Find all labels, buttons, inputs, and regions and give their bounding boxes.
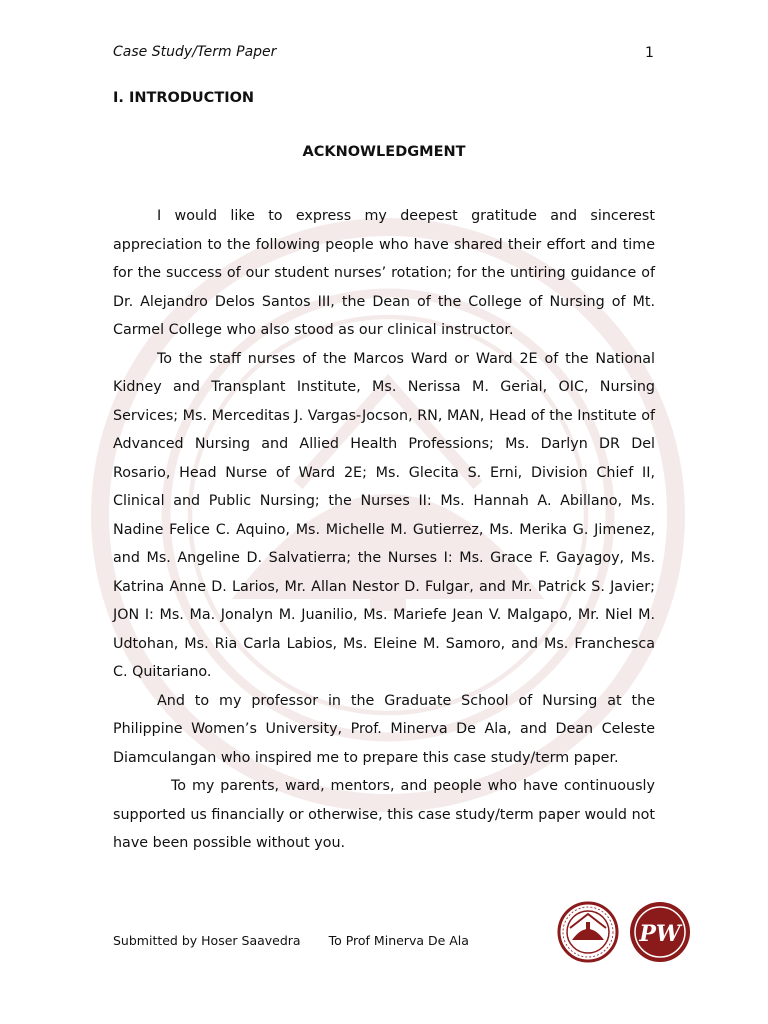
section-heading: I. INTRODUCTION [113, 90, 255, 106]
paragraph: To the staff nurses of the Marcos Ward or Ward 2E of the National Kidney and Transplant Institute, Ms. Nerissa M. Gerial, OIC, Nursing Services; Ms. Merceditas J. Vargas-Jocson, RN, MAN, Head of the Institute of Advanced Nursing and Allied Health Professions; Ms. Darlyn DR Del Rosario, Head Nurse of Ward 2E; Ms. Glecita S. Erni, Division Chief II, Clinical and Public Nursing; the Nurses II: Ms. Hannah A. Abillano, Ms. Nadine Felice C. Aquino, Ms. Michelle M. Gutierrez, Ms. Merika G. Jimenez, and Ms. Angeline D. Salvatierra; the Nurses I: Ms. Grace F. Gayagoy, Ms. Katrina Anne D. Larios, Mr. Allan Nestor D. Fulgar, and Mr. Patrick S. Javier; JON I: Ms. Ma. Jonalyn M. Juanilio, Ms. Mariefe Jean V. Malgapo, Mr. Niel M. Udtohan, Ms. Ria Carla Labios, Ms. Eleine M. Samoro, and Ms. Franchesca C. Quitariano. [113, 350, 655, 680]
document-title: ACKNOWLEDGMENT [302, 144, 466, 160]
footer-recipient: To Prof Minerva De Ala [328, 933, 469, 948]
university-monogram-logo [629, 900, 691, 964]
university-seal-logo [548, 900, 628, 964]
running-header-title: Case Study/Term Paper [113, 44, 277, 60]
acknowledgment-body [113, 202, 655, 858]
footer [113, 933, 469, 948]
paragraph: I would like to express my deepest gratitude and sincerest appreciation to the following people who have shared their effort and time for the success of our student nurses’ rotation; for the untiring guidance of Dr. Alejandro Delos Santos III, the Dean of the College of Nursing of Mt. Carmel College who also stood as our clinical instructor. [113, 208, 655, 338]
footer-submitted-by: Submitted by Hoser Saavedra [113, 933, 301, 948]
svg-text:PW: PW [639, 921, 681, 947]
paragraph: To my parents, ward, mentors, and people who have continuously supported us financially or otherwise, this case study/term paper would not have been possible without you. [113, 778, 655, 851]
paragraph: And to my professor in the Graduate School of Nursing at the Philippine Women’s University, Prof. Minerva De Ala, and Dean Celeste Diamculangan who inspired me to prepare this case study/term paper. [113, 692, 655, 766]
page-number: 1 [645, 45, 654, 61]
